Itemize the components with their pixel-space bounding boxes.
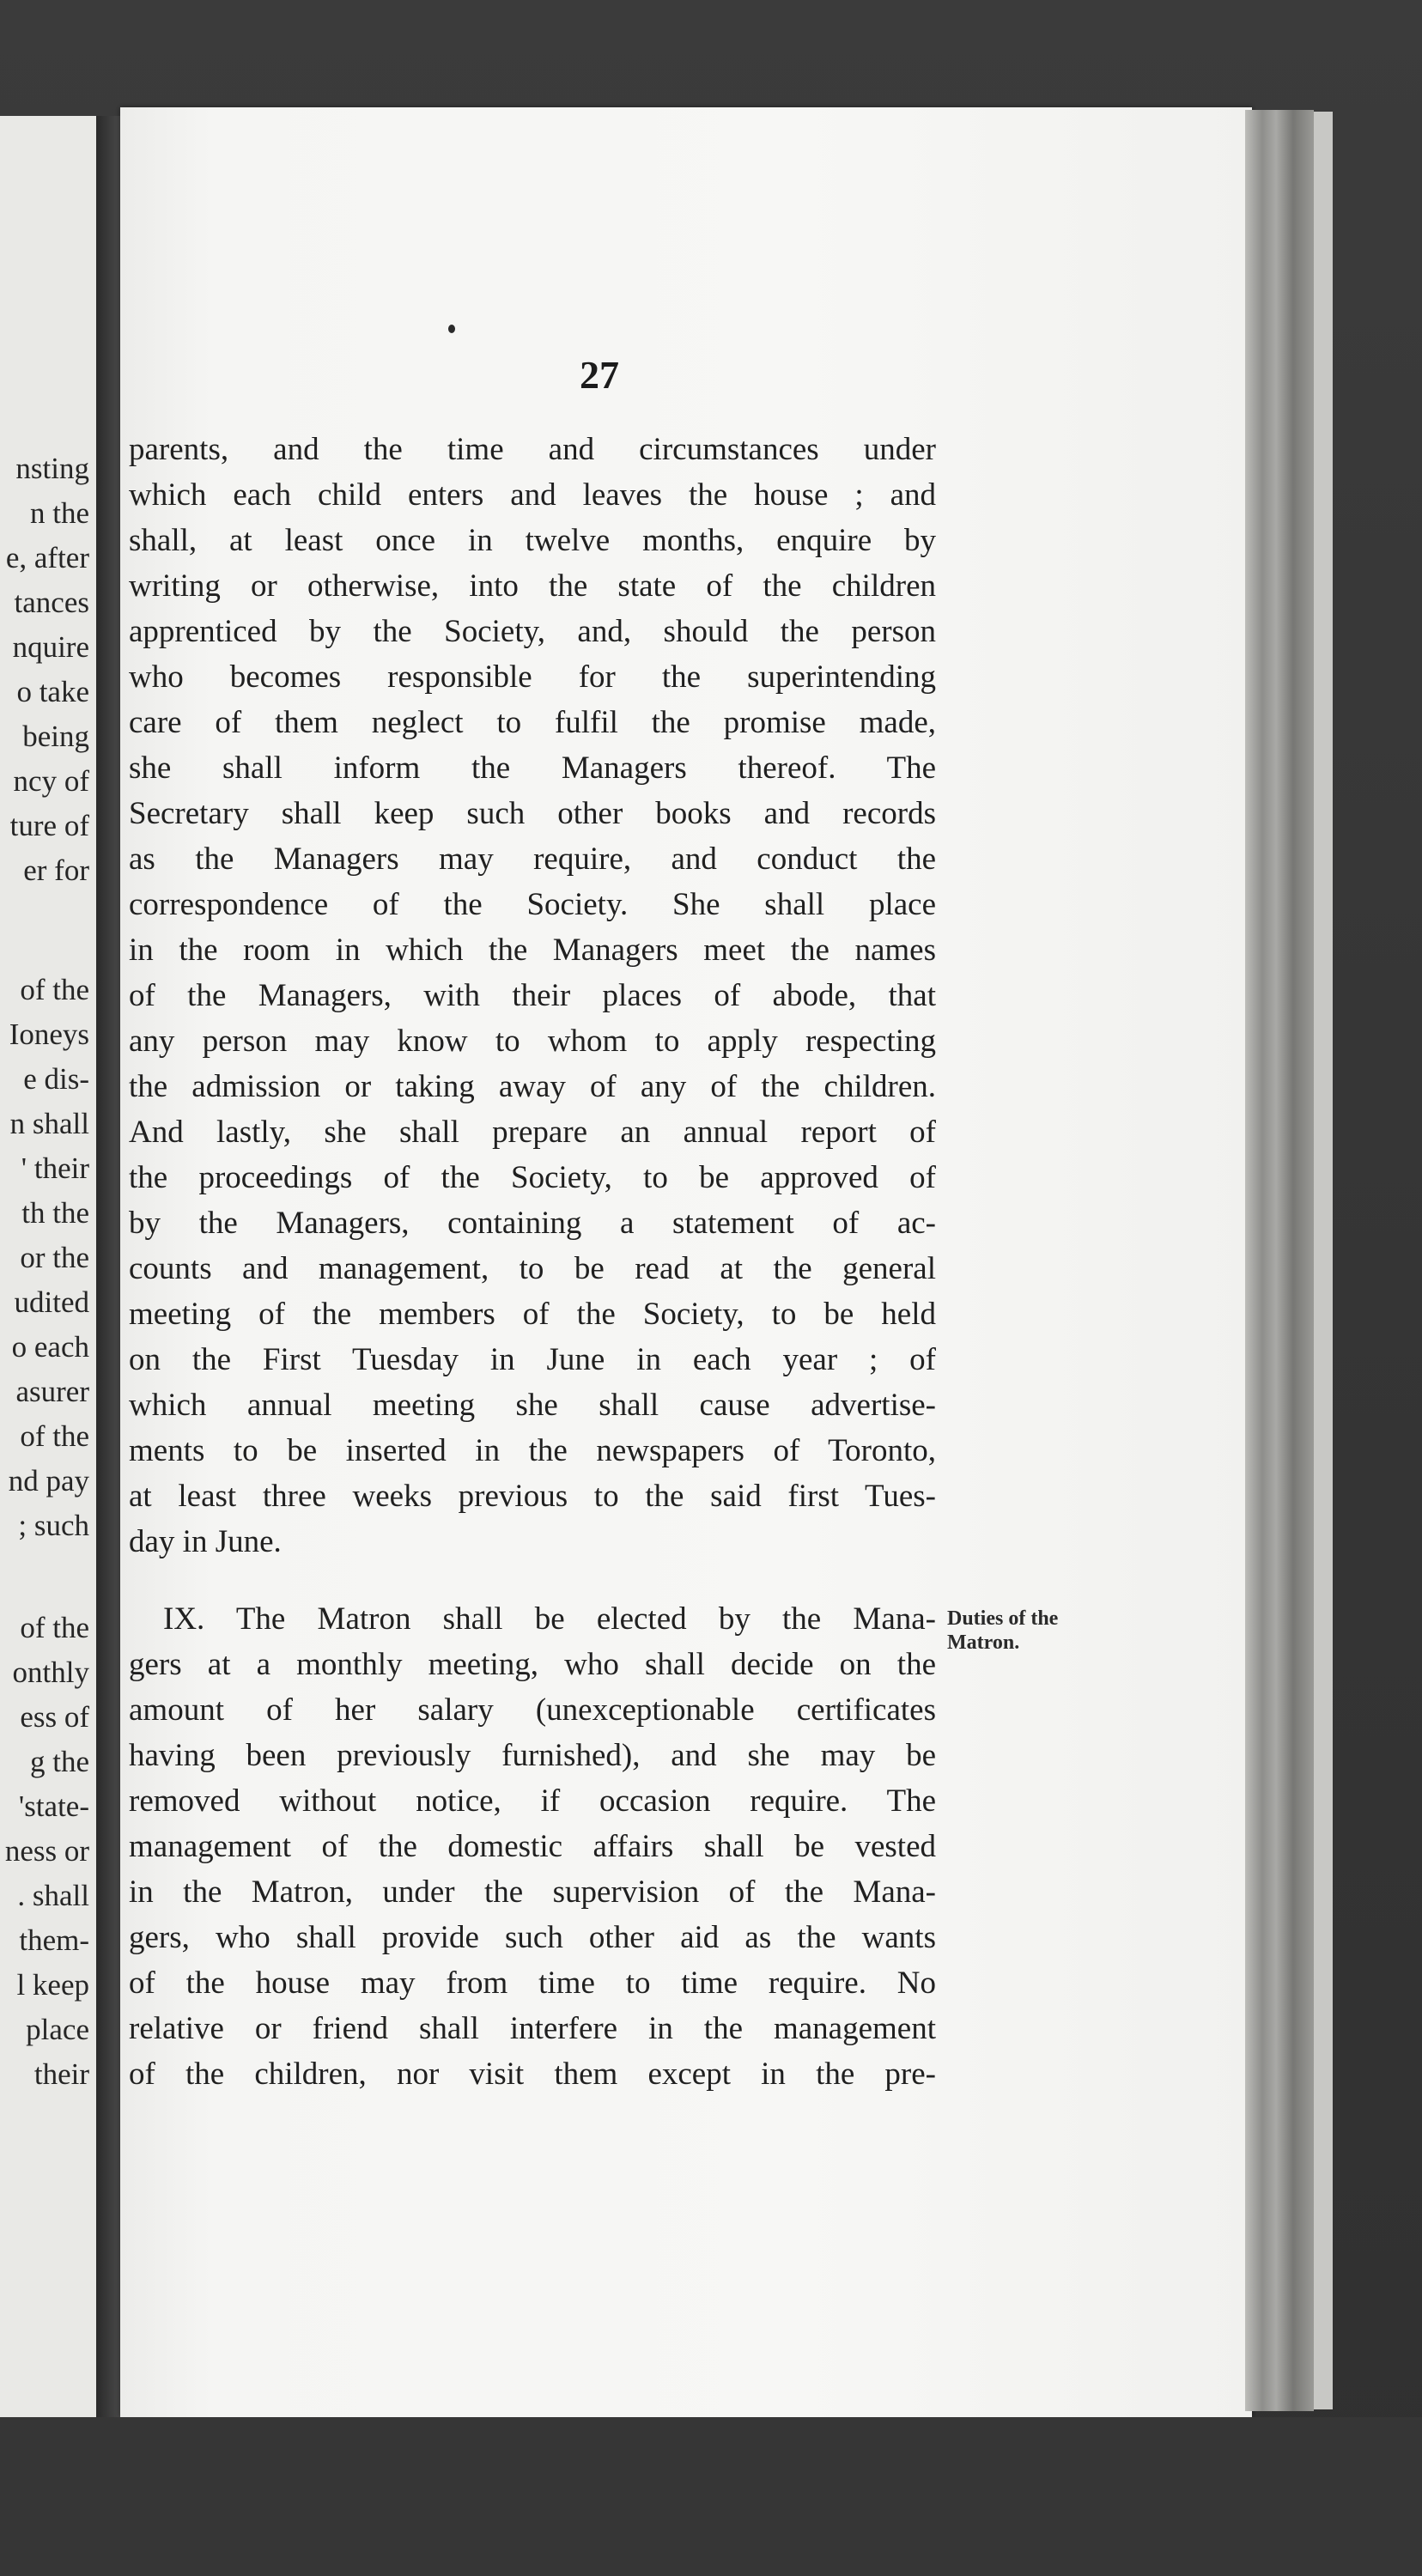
- ink-speck: [448, 325, 455, 333]
- text-line: which each child enters and leaves the house ; and: [129, 477, 936, 513]
- facing-line: 'state-: [18, 1789, 89, 1823]
- facing-line: of the: [20, 1419, 89, 1453]
- facing-line: ' their: [21, 1151, 89, 1185]
- text-line: who becomes responsible for the superintending: [129, 659, 936, 695]
- text-line: at least three weeks previous to the said first Tues-: [129, 1479, 936, 1514]
- text-line: meeting of the members of the Society, to be held: [129, 1297, 936, 1332]
- text-line: which annual meeting she shall cause advertise-: [129, 1388, 936, 1423]
- facing-line: l keep: [16, 1968, 89, 2002]
- page-edge-stack: [1245, 110, 1314, 2411]
- facing-line: or the: [20, 1241, 89, 1274]
- text-line: of the house may from time to time require. No: [129, 1965, 936, 2001]
- facing-line: nquire: [12, 630, 89, 664]
- facing-line: asurer: [15, 1375, 89, 1408]
- facing-line: of the: [20, 1611, 89, 1644]
- text-line: Secretary shall keep such other books and records: [129, 796, 936, 831]
- text-line: of the children, nor visit them except in the pre-: [129, 2057, 936, 2092]
- facing-line: their: [33, 2057, 89, 2091]
- text-line: shall, at least once in twelve months, enquire by: [129, 523, 936, 558]
- text-line: by the Managers, containing a statement of ac-: [129, 1206, 936, 1241]
- facing-line: ncy of: [13, 764, 89, 798]
- facing-line: udited: [14, 1285, 89, 1319]
- facing-line: ess of: [20, 1700, 89, 1734]
- section-heading-line: IX. The Matron shall be elected by the Mana-: [163, 1601, 936, 1637]
- facing-line: Ioneys: [9, 1018, 89, 1051]
- text-line: management of the domestic affairs shall be vested: [129, 1829, 936, 1864]
- text-line: in the Matron, under the supervision of the Mana-: [129, 1874, 936, 1910]
- facing-line: . shall: [17, 1879, 89, 1912]
- facing-line: o each: [11, 1330, 89, 1364]
- facing-line: n the: [29, 496, 89, 530]
- facing-line: tances: [14, 586, 89, 619]
- text-line: apprenticed by the Society, and, should the person: [129, 614, 936, 649]
- facing-line: onthly: [12, 1656, 89, 1689]
- margin-note: [947, 1607, 1058, 1655]
- facing-line: ness or: [4, 1834, 89, 1868]
- page-edge-stack-outer: [1314, 112, 1333, 2409]
- text-line: in the room in which the Managers meet the names: [129, 933, 936, 968]
- text-line: as the Managers may require, and conduct the: [129, 841, 936, 877]
- facing-line: ture of: [9, 809, 89, 842]
- text-line: day in June.: [129, 1524, 282, 1559]
- text-line: the admission or taking away of any of the children.: [129, 1069, 936, 1104]
- facing-line: them-: [19, 1923, 89, 1957]
- facing-line: er for: [23, 854, 89, 887]
- margin-note-line: Duties of the: [947, 1607, 1059, 1630]
- facing-page-fragment: [0, 116, 96, 2417]
- facing-line: nd pay: [8, 1464, 89, 1498]
- facing-line: e, after: [5, 541, 89, 574]
- text-line: ments to be inserted in the newspapers of Toronto,: [129, 1433, 936, 1468]
- text-line: counts and management, to be read at the general: [129, 1251, 936, 1286]
- facing-line: th the: [21, 1196, 89, 1230]
- text-line: any person may know to whom to apply respecting: [129, 1024, 936, 1059]
- facing-line: o take: [16, 675, 89, 708]
- text-line: care of them neglect to fulfil the promise made,: [129, 705, 936, 740]
- facing-line: nsting: [15, 452, 89, 485]
- book-gutter: [96, 116, 120, 2417]
- text-line: the proceedings of the Society, to be approved of: [129, 1160, 936, 1195]
- page-number: 27: [580, 353, 619, 397]
- text-line: parents, and the time and circumstances under: [129, 432, 936, 467]
- text-line: removed without notice, if occasion require. The: [129, 1783, 936, 1819]
- facing-line: e dis-: [23, 1062, 89, 1096]
- text-line: gers at a monthly meeting, who shall decide on the: [129, 1647, 936, 1682]
- text-line: of the Managers, with their places of abode, that: [129, 978, 936, 1013]
- text-line: gers, who shall provide such other aid as the wants: [129, 1920, 936, 1955]
- facing-line: of the: [20, 973, 89, 1006]
- facing-line: being: [22, 720, 89, 753]
- text-line: amount of her salary (unexceptionable certificates: [129, 1692, 936, 1728]
- facing-line: ; such: [18, 1509, 89, 1542]
- text-line: on the First Tuesday in June in each year ; of: [129, 1342, 936, 1377]
- text-line: writing or otherwise, into the state of the children: [129, 568, 936, 604]
- text-line: correspondence of the Society. She shall place: [129, 887, 936, 922]
- text-line: she shall inform the Managers thereof. The: [129, 750, 936, 786]
- facing-line: g the: [29, 1745, 89, 1778]
- facing-line: place: [26, 2013, 89, 2046]
- text-line: And lastly, she shall prepare an annual report of: [129, 1115, 936, 1150]
- margin-note-line: Matron.: [947, 1631, 1020, 1654]
- text-line: having been previously furnished), and she may be: [129, 1738, 936, 1773]
- text-line: relative or friend shall interfere in the management: [129, 2011, 936, 2046]
- scan-bottom-margin: [0, 2417, 1422, 2576]
- facing-line: n shall: [9, 1107, 89, 1140]
